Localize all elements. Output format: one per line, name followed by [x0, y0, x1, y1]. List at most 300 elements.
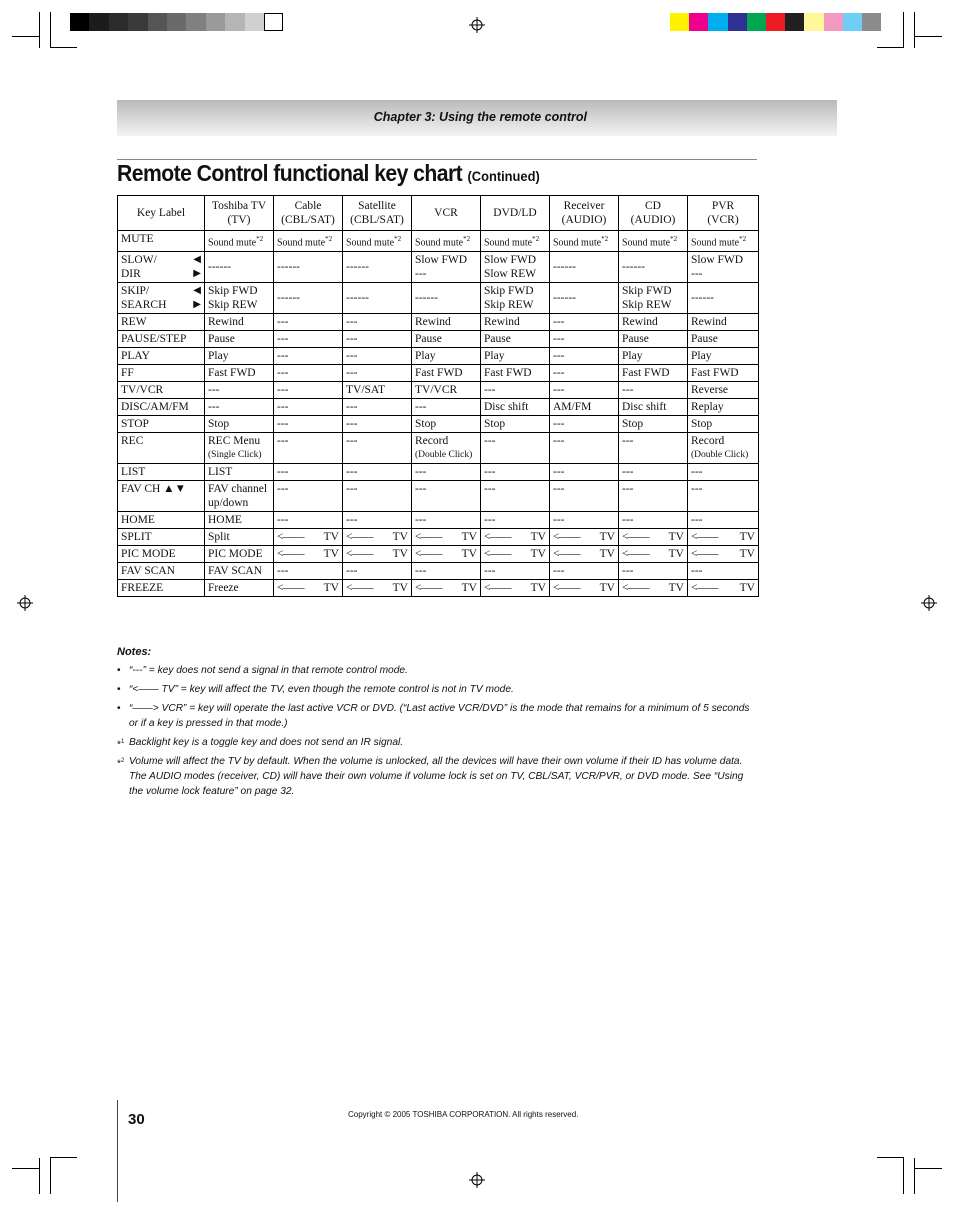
cell-line: ---: [553, 367, 565, 380]
cell-line: Pause: [622, 333, 649, 346]
cell-line: ------: [346, 292, 369, 305]
function-cell: [343, 231, 412, 252]
cell-line: ---: [277, 384, 289, 397]
cell-line: AM/FM: [553, 401, 592, 414]
column-header: [688, 196, 759, 231]
color-swatch: [206, 13, 225, 31]
cell-line: ---: [277, 514, 289, 527]
cell-line: <—— TV: [553, 548, 615, 561]
function-cell: [412, 580, 481, 597]
cell-line: ---: [691, 565, 703, 578]
function-cell: [205, 464, 274, 481]
key-label-cell: [118, 382, 205, 399]
triangle-left-icon: ◀: [193, 285, 201, 297]
cell-line: Skip REW: [484, 299, 534, 312]
cell-line: Play: [415, 350, 436, 363]
function-cell: [205, 512, 274, 529]
function-cell: [412, 512, 481, 529]
arrow-left-icon: <——: [346, 582, 373, 595]
function-cell: [274, 416, 343, 433]
function-cell: [688, 546, 759, 563]
cell-line: ------: [415, 292, 438, 305]
column-header-line: VCR: [434, 207, 458, 219]
function-cell: [481, 382, 550, 399]
key-label: FAV SCAN: [121, 565, 176, 578]
arrow-left-icon: <——: [622, 531, 649, 544]
triangle-right-icon: ▶: [193, 268, 201, 280]
cell-line: ---: [484, 466, 496, 479]
note-bullet: *$^2$: [117, 758, 125, 770]
column-header-line: Toshiba TV: [211, 200, 267, 212]
cell-line: Sound mute$^{*2}$: [484, 235, 540, 249]
color-swatch: [766, 13, 785, 31]
function-cell: [688, 464, 759, 481]
cell-line: Fast FWD: [484, 367, 532, 380]
function-cell: [481, 365, 550, 382]
note-item: [117, 682, 757, 697]
cell-line: ---: [553, 435, 565, 448]
cell-line: Sound mute$^{*2}$: [208, 235, 264, 249]
arrow-left-icon: <——: [622, 582, 649, 595]
function-cell: [412, 283, 481, 314]
function-cell: [343, 283, 412, 314]
triangle-left-icon: ◀: [193, 254, 201, 266]
function-cell: [619, 580, 688, 597]
note-text: “——> VCR” = key will operate the last active VCR or DVD. (“Last active VCR/DVD” is the mode that remains for a minimum of 5 seconds or if a key is pressed in that mode.): [129, 703, 750, 729]
cell-line: ---: [691, 466, 703, 479]
function-cell: [688, 365, 759, 382]
arrow-left-icon: <——: [415, 548, 442, 561]
function-cell: [688, 331, 759, 348]
function-cell: [688, 512, 759, 529]
function-cell: [343, 546, 412, 563]
key-label: DISC/AM/FM: [121, 401, 189, 414]
key-label: SPLIT: [121, 531, 152, 544]
cell-line: ---: [553, 384, 565, 397]
cell-line: Play: [622, 350, 643, 363]
key-label-cell: [118, 365, 205, 382]
cell-line: ------: [553, 292, 576, 305]
color-swatch: [89, 13, 108, 31]
color-swatch: [225, 13, 244, 31]
key-label: FREEZE: [121, 582, 164, 595]
key-label: PIC MODE: [121, 548, 176, 561]
note-bullet: *$^1$: [117, 739, 125, 751]
function-cell: [688, 580, 759, 597]
function-cell: [550, 433, 619, 464]
function-cell: [619, 252, 688, 283]
cell-line: ------: [346, 261, 369, 274]
cell-line: ---: [277, 333, 289, 346]
function-cell: [205, 399, 274, 416]
key-label: REC: [121, 435, 144, 448]
table-row: [118, 382, 759, 399]
table-row: [118, 529, 759, 546]
function-cell: [619, 416, 688, 433]
column-header: [481, 196, 550, 231]
function-cell: [343, 314, 412, 331]
cell-line: ---: [553, 514, 565, 527]
color-swatch: [264, 13, 283, 31]
cell-line: ---: [277, 418, 289, 431]
function-cell: [619, 512, 688, 529]
function-cell: [550, 283, 619, 314]
cell-line: Pause: [691, 333, 718, 346]
cell-line: FAV channel: [208, 483, 268, 496]
function-cell: [550, 546, 619, 563]
column-header-line: (CBL/SAT): [281, 214, 335, 226]
function-cell: [550, 416, 619, 433]
cell-line: ---: [691, 268, 703, 281]
key-label: SLOW/: [121, 254, 157, 267]
key-label-cell: [118, 314, 205, 331]
function-cell: [619, 314, 688, 331]
chapter-title: Chapter 3: Using the remote control: [373, 110, 587, 124]
key-label: FF: [121, 367, 134, 380]
column-header: [205, 196, 274, 231]
cell-line: Sound mute$^{*2}$: [553, 235, 609, 249]
color-swatch: [689, 13, 708, 31]
function-cell: [205, 348, 274, 365]
function-cell: [481, 348, 550, 365]
cell-line: ---: [622, 483, 634, 496]
color-swatch: [167, 13, 186, 31]
cell-line: ---: [622, 466, 634, 479]
function-cell: [274, 231, 343, 252]
cell-line: Freeze: [208, 582, 239, 595]
function-cell: [481, 433, 550, 464]
arrow-left-icon: <——: [691, 531, 718, 544]
cell-line: <—— TV: [484, 548, 546, 561]
color-swatch: [843, 13, 862, 31]
cell-line: Record: [415, 435, 449, 448]
cell-line: ---: [415, 401, 427, 414]
cell-line: ---: [277, 435, 289, 448]
arrow-left-icon: <——: [484, 548, 511, 561]
function-cell: [481, 529, 550, 546]
column-header-line: (AUDIO): [630, 214, 676, 226]
cell-line: ---: [346, 565, 358, 578]
note-item: [117, 735, 757, 750]
function-cell: [481, 314, 550, 331]
cell-line: Rewind: [691, 316, 727, 329]
table-row: [118, 481, 759, 512]
function-cell: [550, 252, 619, 283]
cell-line: ---: [415, 268, 427, 281]
function-cell: [205, 563, 274, 580]
function-cell: [412, 546, 481, 563]
function-cell: [619, 365, 688, 382]
function-cell: [343, 331, 412, 348]
column-header-line: (CBL/SAT): [350, 214, 404, 226]
cell-line: <—— TV: [415, 582, 477, 595]
function-cell: [481, 464, 550, 481]
color-swatch: [708, 13, 727, 31]
cell-line: LIST: [208, 466, 233, 479]
function-cell: [205, 283, 274, 314]
function-cell: [205, 433, 274, 464]
key-label-cell: [118, 563, 205, 580]
table-row: [118, 464, 759, 481]
cell-line: TV/VCR: [415, 384, 458, 397]
cell-line: ---: [415, 514, 427, 527]
key-label-cell: [118, 512, 205, 529]
arrow-left-icon: <——: [484, 582, 511, 595]
function-cell: [412, 365, 481, 382]
function-cell: [550, 365, 619, 382]
cell-line: ------: [622, 261, 645, 274]
cell-line: ---: [346, 401, 358, 414]
cell-line: Skip FWD: [622, 285, 672, 298]
cell-line: ---: [277, 483, 289, 496]
function-cell: [274, 252, 343, 283]
color-swatch: [109, 13, 128, 31]
function-cell: [481, 563, 550, 580]
table-row: [118, 512, 759, 529]
cell-line: Play: [691, 350, 712, 363]
function-cell: [205, 314, 274, 331]
function-cell: [481, 252, 550, 283]
function-cell: [550, 382, 619, 399]
cell-line: <—— TV: [346, 582, 408, 595]
cell-line: ---: [277, 350, 289, 363]
arrow-left-icon: <——: [277, 548, 304, 561]
cell-line: (Single Click): [208, 450, 262, 461]
function-cell: [412, 563, 481, 580]
cell-line: ---: [484, 565, 496, 578]
cell-line: ---: [622, 435, 634, 448]
key-label: STOP: [121, 418, 149, 431]
registration-mark-icon: [469, 1172, 485, 1188]
cell-line: Skip REW: [208, 299, 258, 312]
arrow-left-icon: <——: [622, 548, 649, 561]
function-cell: [619, 283, 688, 314]
cell-line: ------: [277, 261, 300, 274]
function-cell: [343, 481, 412, 512]
arrow-left-icon: <——: [346, 531, 373, 544]
column-header-line: (TV): [227, 214, 251, 226]
function-cell: [205, 416, 274, 433]
note-bullet: •: [117, 665, 121, 676]
cell-line: Slow REW: [484, 268, 537, 281]
function-cell: [274, 314, 343, 331]
triangle-right-icon: ▶: [193, 299, 201, 311]
notes-section: [117, 645, 757, 803]
function-cell: [274, 283, 343, 314]
key-label: PAUSE/STEP: [121, 333, 187, 346]
function-cell: [274, 399, 343, 416]
function-cell: [688, 563, 759, 580]
function-cell: [481, 512, 550, 529]
function-cell: [412, 529, 481, 546]
arrow-left-icon: <——: [553, 548, 580, 561]
cell-line: Sound mute$^{*2}$: [346, 235, 402, 249]
function-cell: [688, 252, 759, 283]
function-cell: [550, 464, 619, 481]
function-cell: [550, 512, 619, 529]
function-cell: [343, 399, 412, 416]
arrow-left-icon: <——: [691, 548, 718, 561]
function-cell: [619, 399, 688, 416]
note-item: [117, 663, 757, 678]
function-cell: [619, 529, 688, 546]
arrow-left-icon: <——: [415, 531, 442, 544]
note-item: [117, 754, 757, 799]
cell-line: HOME: [208, 514, 242, 527]
table-row: [118, 231, 759, 252]
arrow-left-icon: <——: [484, 531, 511, 544]
column-header-line: (VCR): [707, 214, 739, 226]
key-label-cell: [118, 580, 205, 597]
cell-line: Disc shift: [622, 401, 667, 414]
function-cell: [550, 399, 619, 416]
cell-line: FAV SCAN: [208, 565, 263, 578]
cell-line: ---: [277, 565, 289, 578]
function-cell: [481, 416, 550, 433]
page-title-suffix: (Continued): [467, 168, 540, 184]
column-header: [274, 196, 343, 231]
key-label: HOME: [121, 514, 155, 527]
function-cell: [343, 580, 412, 597]
function-cell: [343, 252, 412, 283]
function-cell: [688, 314, 759, 331]
cell-line: <—— TV: [691, 531, 755, 544]
column-header-line: PVR: [711, 200, 735, 212]
key-label: REW: [121, 316, 147, 329]
arrow-left-icon: <——: [277, 531, 304, 544]
column-header: [118, 196, 205, 231]
function-cell: [205, 252, 274, 283]
function-cell: [481, 331, 550, 348]
cell-line: Skip REW: [622, 299, 672, 312]
cell-line: ------: [691, 292, 714, 305]
key-label-cell: [118, 252, 205, 283]
column-header-line: (AUDIO): [561, 214, 607, 226]
table-row: [118, 563, 759, 580]
function-cell: [550, 331, 619, 348]
function-cell: [688, 348, 759, 365]
cell-line: <—— TV: [622, 582, 684, 595]
cell-line: ---: [346, 435, 358, 448]
function-cell: [205, 365, 274, 382]
cell-line: Pause: [208, 333, 235, 346]
registration-mark-icon: [17, 595, 33, 611]
cell-line: ---: [553, 333, 565, 346]
function-cell: [205, 546, 274, 563]
function-cell: [274, 365, 343, 382]
cell-line: ---: [346, 350, 358, 363]
table-row: [118, 399, 759, 416]
note-text: “---” = key does not send a signal in that remote control mode.: [129, 665, 408, 676]
key-label-cell: [118, 283, 205, 314]
function-cell: [274, 481, 343, 512]
cell-line: <—— TV: [553, 582, 615, 595]
function-cell: [619, 331, 688, 348]
cell-line: Stop: [484, 418, 506, 431]
function-cell: [274, 348, 343, 365]
function-cell: [412, 348, 481, 365]
column-header-line: Cable: [294, 200, 322, 212]
cell-line: (Double Click): [415, 450, 473, 461]
cell-line: Stop: [622, 418, 644, 431]
cell-line: Split: [208, 531, 230, 544]
table-row: [118, 580, 759, 597]
registration-mark-icon: [921, 595, 937, 611]
cell-line: Stop: [208, 418, 230, 431]
function-cell: [550, 563, 619, 580]
cell-line: Sound mute$^{*2}$: [691, 235, 747, 249]
cell-line: Slow FWD: [484, 254, 537, 267]
function-cell: [412, 481, 481, 512]
cell-line: ------: [553, 261, 576, 274]
function-cell: [688, 433, 759, 464]
function-cell: [688, 283, 759, 314]
key-label-cell: [118, 546, 205, 563]
table-row: [118, 348, 759, 365]
column-header: [619, 196, 688, 231]
cell-line: ---: [553, 316, 565, 329]
cell-line: ---: [346, 514, 358, 527]
function-cell: [343, 529, 412, 546]
cell-line: <—— TV: [277, 582, 339, 595]
function-cell: [688, 481, 759, 512]
cell-line: <—— TV: [346, 531, 408, 544]
color-swatch: [70, 13, 89, 31]
cell-line: Sound mute$^{*2}$: [622, 235, 678, 249]
function-cell: [274, 563, 343, 580]
cell-line: ---: [346, 418, 358, 431]
key-label-cell: [118, 348, 205, 365]
function-cell: [412, 314, 481, 331]
note-text: Volume will affect the TV by default. When the volume is unlocked, all the devices will have their own volume if their ID has volume data. The AUDIO modes (receiver, CD) will have their own volume if volume lock is set on TV, CBL/SAT, VCR/PVR, or DVD mode. See “Using the volume lock feature” on page 32.: [129, 756, 744, 797]
note-bullet: •: [117, 703, 121, 714]
function-cell: [412, 433, 481, 464]
arrow-left-icon: <——: [691, 582, 718, 595]
cell-line: Fast FWD: [415, 367, 463, 380]
function-cell: [343, 433, 412, 464]
key-label: MUTE: [121, 233, 154, 245]
function-cell: [343, 382, 412, 399]
key-label-cell: [118, 433, 205, 464]
cell-line: ---: [277, 367, 289, 380]
cell-line: Rewind: [415, 316, 451, 329]
cell-line: ---: [277, 316, 289, 329]
function-cell: [481, 481, 550, 512]
cell-line: Pause: [415, 333, 442, 346]
cell-line: ---: [691, 483, 703, 496]
color-swatch: [245, 13, 264, 31]
cell-line: Rewind: [208, 316, 244, 329]
cell-line: ---: [622, 384, 634, 397]
function-cell: [274, 382, 343, 399]
cell-line: <—— TV: [484, 582, 546, 595]
key-label-cell: [118, 481, 205, 512]
cell-line: Play: [484, 350, 505, 363]
function-cell: [688, 529, 759, 546]
cell-line: ---: [277, 466, 289, 479]
cell-line: ---: [346, 466, 358, 479]
function-cell: [481, 399, 550, 416]
column-header-line: Receiver: [563, 200, 605, 212]
cell-line: <—— TV: [346, 548, 408, 561]
cell-line: ---: [415, 466, 427, 479]
cell-line: ---: [484, 514, 496, 527]
table-row: [118, 416, 759, 433]
function-cell: [205, 529, 274, 546]
cell-line: ---: [553, 466, 565, 479]
key-label: PLAY: [121, 350, 150, 363]
table-row: [118, 365, 759, 382]
